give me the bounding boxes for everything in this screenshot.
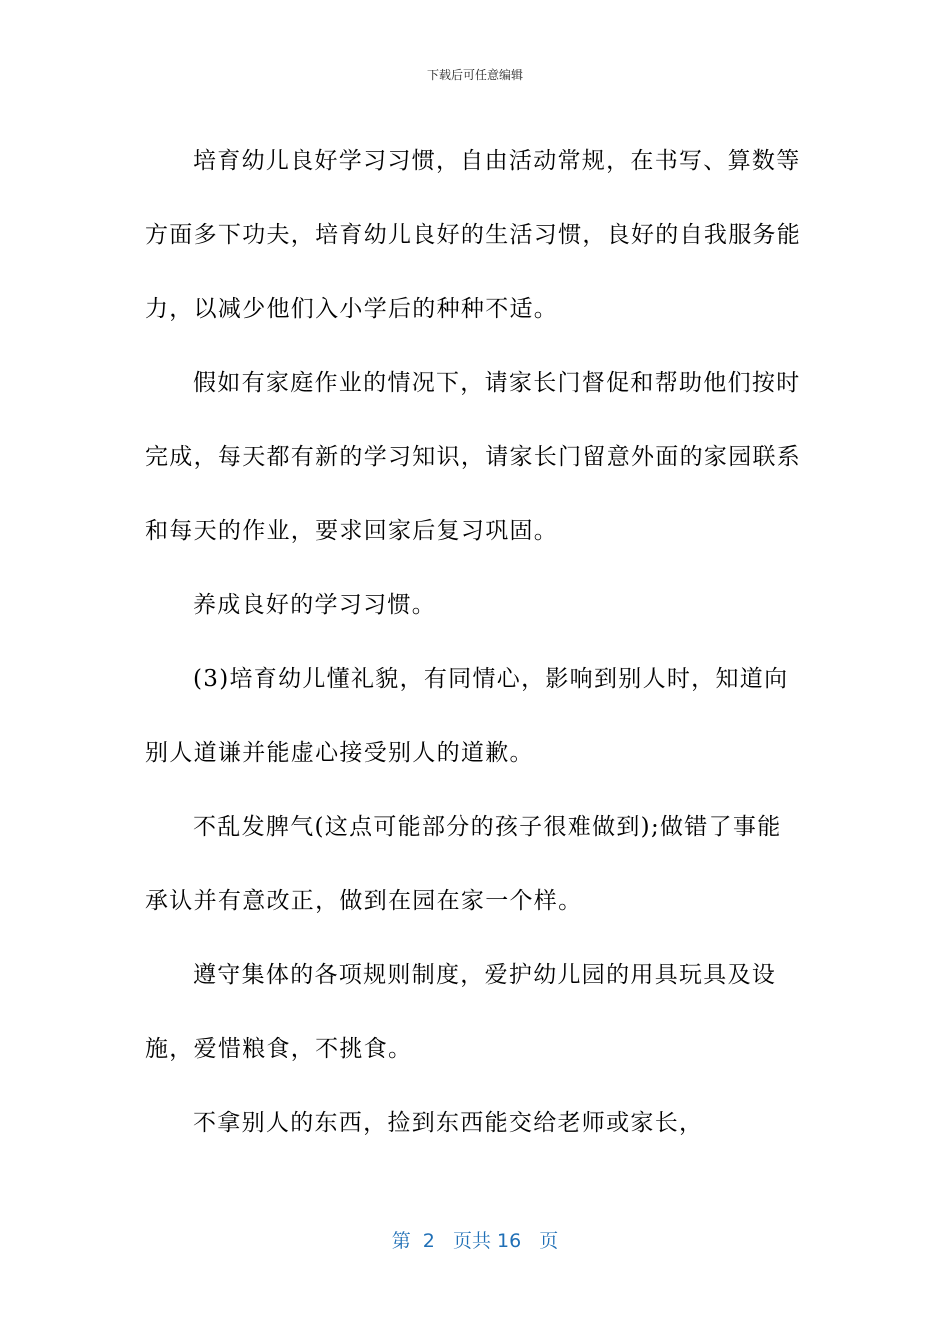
paragraph: 培育幼儿良好学习习惯，自由活动常规，在书写、算数等方面多下功夫，培育幼儿良好的生活习惯，良好的自我服务能力，以减少他们入小学后的种种不适。 [145, 148, 802, 322]
paragraph: (3)培育幼儿懂礼貌，有同情心，影响到别人时，知道向别人道谦并能虚心接受别人的道歉。 [145, 666, 789, 766]
paragraph: 不拿别人的东西，捡到东西能交给老师或家长， [193, 1110, 704, 1136]
page-number-footer: 第 2 页共 16 页 [391, 1230, 559, 1252]
document-body [145, 124, 805, 1160]
paragraph: 不乱发脾气(这点可能部分的孩子很难做到);做错了事能承认并有意改正，做到在园在家一个样。 [145, 814, 782, 914]
header-note: 下载后可任意编辑 [426, 68, 523, 82]
paragraph: 遵守集体的各项规则制度，爱护幼儿园的用具玩具及设施，爱惜粮食，不挑食。 [145, 962, 777, 1062]
paragraph: 养成良好的学习习惯。 [193, 592, 436, 618]
paragraph: 假如有家庭作业的情况下，请家长门督促和帮助他们按时完成，每天都有新的学习知识，请家长门留意外面的家园联系和每天的作业，要求回家后复习巩固。 [145, 370, 802, 544]
